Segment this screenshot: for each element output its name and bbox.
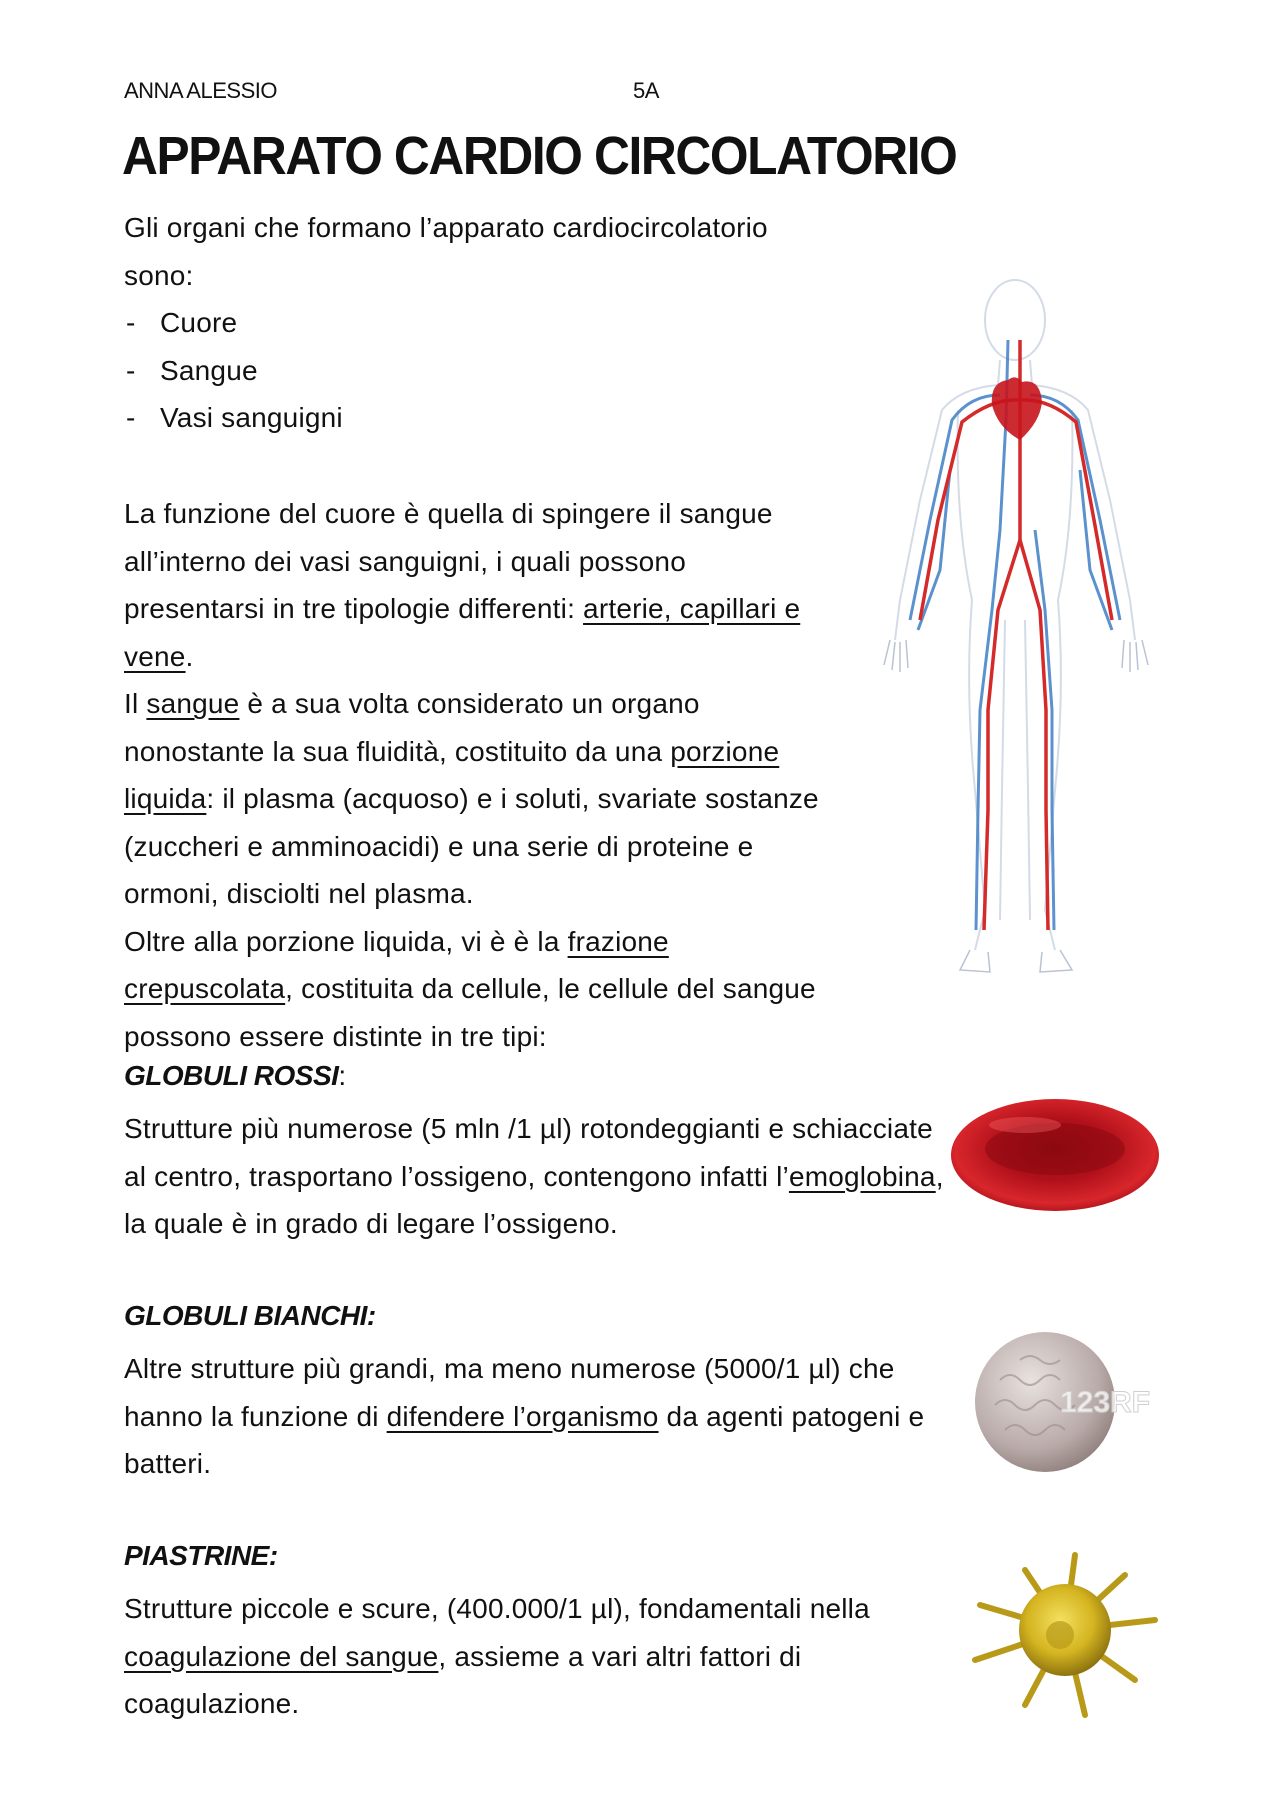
circulatory-system-figure [880, 270, 1150, 990]
heart-icon [992, 377, 1042, 440]
vessel-types-term: arterie, capillari e vene [124, 593, 801, 672]
white-blood-cell-image [960, 1320, 1160, 1480]
body-text [124, 490, 824, 1060]
class-label: 5A [633, 78, 659, 103]
intro-line-2: sono: [124, 259, 194, 291]
intro-line-1: Gli organi che formano l’apparato cardiocircolatorio [124, 212, 768, 243]
hemoglobin-term: emoglobina [788, 1160, 936, 1192]
platelets-text: Strutture piccole e scure, (400.000/1 µl), fondamentali nella coagulazione del sangue, assieme a vari altri fattori di coagulazione. [124, 1593, 870, 1719]
organ-item-vessels: - Vasi sanguigni [124, 394, 784, 442]
author-name: ANNA ALESSIO [124, 78, 277, 103]
red-cells-text: Strutture più numerose (5 mln /1 µl) rotondeggianti e schiacciate al centro, trasportano l’ossigeno, contengono infatti l’emoglobina, la quale è in grado di legare l’ossigeno. [124, 1113, 944, 1239]
intro-block [124, 204, 784, 442]
platelets-title: PIASTRINE: [124, 1540, 278, 1571]
blood-term: sangue [146, 688, 240, 719]
liquid-portion-term: porzione liquida [124, 735, 780, 814]
coagulation-term: coagulazione del sangue [124, 1640, 439, 1672]
paragraph-cells: Oltre alla porzione liquida, vi è è la frazione crepuscolata, costituita da cellule, le cellule del sangue possono essere distinte in tre tipi: [124, 925, 816, 1052]
red-blood-cell-image [945, 1085, 1165, 1225]
cellular-fraction-term: frazione crepuscolata [124, 925, 669, 1004]
paragraph-blood: Il sangue è a sua volta considerato un organo nonostante la sua fluidità, costituito da una porzione liquida: il plasma (acquoso) e i soluti, svariate sostanze (zuccheri e amminoacidi) e una serie di proteine e ormoni, disciolti nel plasma. [124, 688, 819, 909]
watermark-text: 123RF [1060, 1386, 1151, 1419]
page-title: APPARATO CARDIO CIRCOLATORIO [122, 126, 957, 186]
platelet-image [965, 1540, 1165, 1720]
organ-item-heart: - Cuore [124, 299, 784, 347]
red-cells-title: GLOBULI ROSSI: [124, 1060, 346, 1091]
paragraph-heart-function: La funzione del cuore è quella di spingere il sangue all’interno dei vasi sanguigni, i quali possono presentarsi in tre tipologie differenti: arterie, capillari e vene. [124, 498, 801, 672]
organ-list [124, 299, 784, 442]
organ-item-blood: - Sangue [124, 347, 784, 395]
white-cells-text: Altre strutture più grandi, ma meno numerose (5000/1 µl) che hanno la funzione di difendere l’organismo da agenti patogeni e batteri. [124, 1353, 925, 1479]
white-cells-title: GLOBULI BIANCHI: [124, 1300, 376, 1331]
defense-term: difendere l’organismo [386, 1400, 659, 1432]
